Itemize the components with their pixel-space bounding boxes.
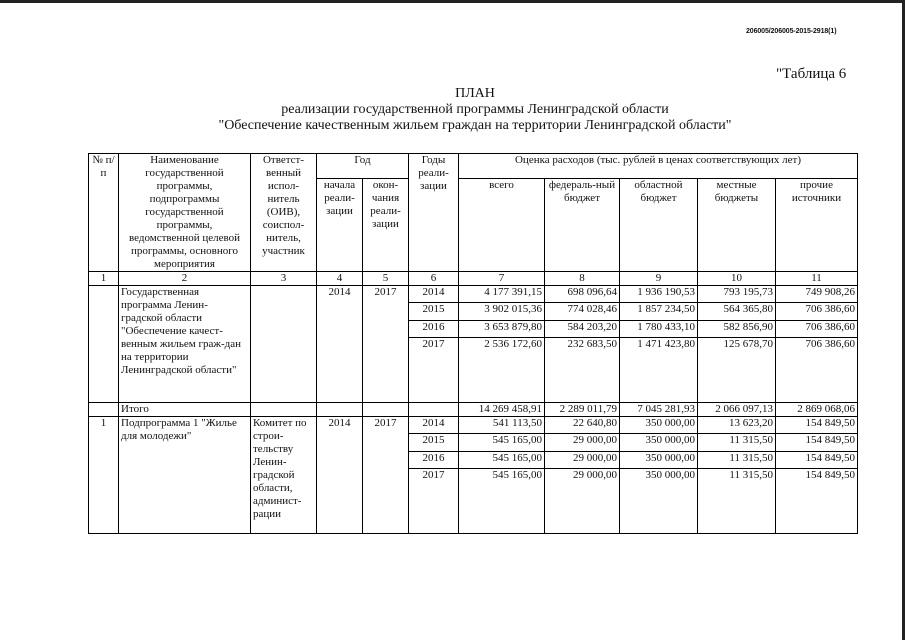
program-federal: 232 683,50 [545,338,620,403]
program-num [89,286,119,403]
scan-edge-top [0,0,905,3]
subprogram-local: 11 315,50 [698,451,776,468]
program-local: 582 856,90 [698,320,776,337]
program-start: 2014 [317,286,363,403]
subprogram-local: 11 315,50 [698,469,776,534]
program-total: 2 536 172,60 [459,338,545,403]
header-name: Наименование государственной программы, подпрограммы государственной программы, ведомственной целевой программы, основного мероприятия [119,154,251,272]
subprogram-federal: 29 000,00 [545,469,620,534]
col-index: 6 [409,272,459,286]
program-total: 3 653 879,80 [459,320,545,337]
subprogram-start: 2014 [317,417,363,534]
subprogram-federal: 29 000,00 [545,434,620,451]
program-year: 2016 [409,320,459,337]
plan-title: ПЛАН [455,86,495,101]
col-index: 9 [620,272,698,286]
header-year-group: Год [317,154,409,179]
table-label: "Таблица 6 [776,66,847,82]
program-other: 749 908,26 [776,286,858,303]
header-year-start: начала реали-зации [317,178,363,271]
header-num: № п/п [89,154,119,272]
program-title: "Обеспечение качественным жильем граждан на территории Ленинградской области" [218,118,732,133]
subprogram-federal: 22 640,80 [545,417,620,434]
subprogram-regional: 350 000,00 [620,451,698,468]
program-federal: 584 203,20 [545,320,620,337]
subprogram-name: Подпрограмма 1 "Жилье для молодежи" [119,417,251,534]
col-index: 8 [545,272,620,286]
program-row [89,286,858,303]
col-index: 2 [119,272,251,286]
column-index-row [89,272,858,286]
program-other: 706 386,60 [776,338,858,403]
total-num [89,403,119,417]
col-index: 7 [459,272,545,286]
subprogram-regional: 350 000,00 [620,417,698,434]
subprogram-total: 545 165,00 [459,434,545,451]
grand-federal: 2 289 011,79 [545,403,620,417]
subprogram-responsible: Комитет по строи-тельству Ленин-градской области, админист-рации [251,417,317,534]
program-regional: 1 471 423,80 [620,338,698,403]
program-year: 2017 [409,338,459,403]
subprogram-total: 541 113,50 [459,417,545,434]
header-local: местные бюджеты [698,178,776,271]
subprogram-row [89,417,858,434]
subprogram-federal: 29 000,00 [545,451,620,468]
subprogram-other: 154 849,50 [776,469,858,534]
header-federal: федераль-ный бюджет [545,178,620,271]
col-index: 11 [776,272,858,286]
total-end [363,403,409,417]
subprogram-total: 545 165,00 [459,451,545,468]
header-cost-group: Оценка расходов (тыс. рублей в ценах соответствующих лет) [459,154,858,179]
col-index: 5 [363,272,409,286]
subprogram-year: 2016 [409,451,459,468]
program-total-row [89,403,858,417]
program-other: 706 386,60 [776,303,858,320]
subprogram-regional: 350 000,00 [620,469,698,534]
header-total: всего [459,178,545,271]
subprogram-end: 2017 [363,417,409,534]
total-responsible [251,403,317,417]
col-index: 3 [251,272,317,286]
col-index: 1 [89,272,119,286]
subprogram-local: 11 315,50 [698,434,776,451]
program-other: 706 386,60 [776,320,858,337]
document-id: 206005/206005-2015-2918(1) [746,28,837,35]
header-other: прочие источники [776,178,858,271]
subprogram-year: 2017 [409,469,459,534]
program-federal: 774 028,46 [545,303,620,320]
program-federal: 698 096,64 [545,286,620,303]
program-total: 4 177 391,15 [459,286,545,303]
col-index: 4 [317,272,363,286]
subprogram-year: 2014 [409,417,459,434]
total-year [409,403,459,417]
header-regional: областной бюджет [620,178,698,271]
grand-total: 14 269 458,91 [459,403,545,417]
grand-local: 2 066 097,13 [698,403,776,417]
col-index: 10 [698,272,776,286]
program-end: 2017 [363,286,409,403]
program-name: Государственная программа Ленин-градской области "Обеспечение качест-венным жильем граж-дан на территории Ленинградской области" [119,286,251,403]
subprogram-year: 2015 [409,434,459,451]
program-responsible [251,286,317,403]
program-total: 3 902 015,36 [459,303,545,320]
grand-regional: 7 045 281,93 [620,403,698,417]
program-local: 564 365,80 [698,303,776,320]
header-responsible: Ответст-венный испол-нитель (ОИВ), соиспол-нитель, участник [251,154,317,272]
program-local: 125 678,70 [698,338,776,403]
plan-table [88,153,858,534]
grand-other: 2 869 068,06 [776,403,858,417]
program-regional: 1 857 234,50 [620,303,698,320]
subprogram-other: 154 849,50 [776,434,858,451]
program-regional: 1 780 433,10 [620,320,698,337]
subprogram-regional: 350 000,00 [620,434,698,451]
header-year-end: окон-чания реали-зации [363,178,409,271]
total-start [317,403,363,417]
program-regional: 1 936 190,53 [620,286,698,303]
program-local: 793 195,73 [698,286,776,303]
subprogram-local: 13 623,20 [698,417,776,434]
header-years: Годы реали-зации [409,154,459,272]
plan-subtitle: реализации государственной программы Ленинградской области [281,102,669,117]
program-year: 2014 [409,286,459,303]
total-label: Итого [119,403,251,417]
program-year: 2015 [409,303,459,320]
subprogram-total: 545 165,00 [459,469,545,534]
header-row-1 [89,154,858,179]
subprogram-other: 154 849,50 [776,417,858,434]
subprogram-num: 1 [89,417,119,534]
subprogram-other: 154 849,50 [776,451,858,468]
